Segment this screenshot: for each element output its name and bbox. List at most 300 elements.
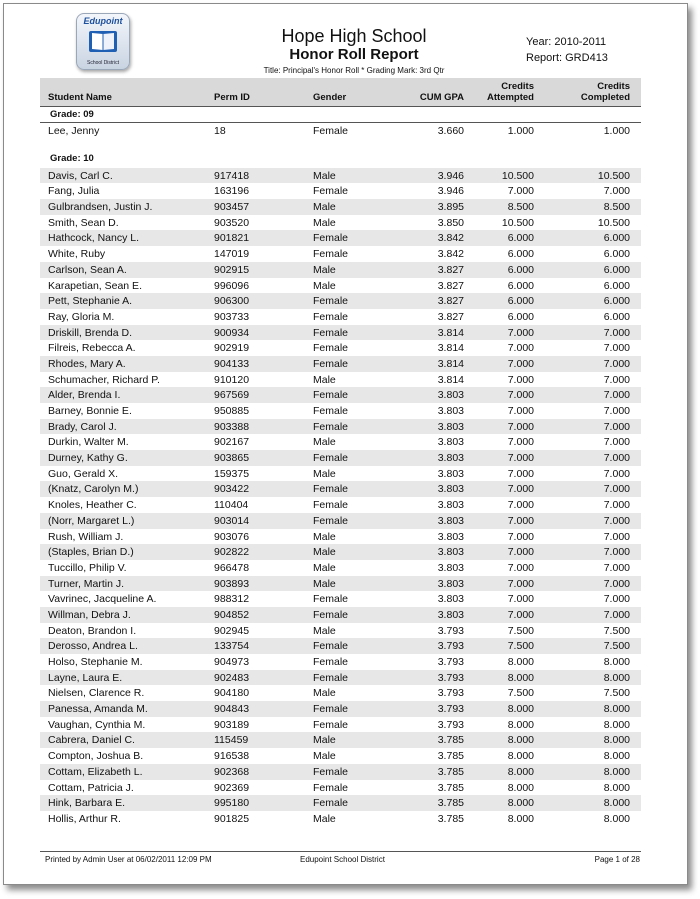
table-row — [40, 215, 641, 231]
perm-id: 110404 — [214, 499, 249, 512]
school-year: Year: 2010-2011 — [526, 36, 607, 48]
table-row — [40, 607, 641, 623]
student-name: Derosso, Andrea L. — [48, 640, 138, 653]
credits-attempted: 7.000 — [507, 373, 534, 386]
credits-completed: 7.000 — [603, 561, 630, 574]
perm-id: 159375 — [214, 467, 250, 480]
report-title: Honor Roll Report — [289, 46, 419, 63]
credits-attempted: 8.000 — [507, 765, 534, 778]
table-row — [40, 717, 641, 733]
credits-attempted: 7.000 — [507, 546, 534, 559]
credits-completed: 7.000 — [603, 405, 630, 417]
col-credits-attempted-line1: Credits — [501, 81, 534, 92]
student-name: Cabrera, Daniel C. — [48, 734, 135, 747]
perm-id: 903388 — [214, 420, 250, 433]
table-row — [40, 419, 641, 435]
gender: Male — [313, 201, 336, 214]
cum-gpa: 3.946 — [437, 169, 464, 182]
credits-attempted: 7.000 — [507, 420, 534, 433]
cum-gpa: 3.946 — [437, 185, 464, 198]
gender: Male — [313, 546, 336, 559]
gender: Female — [313, 593, 349, 606]
perm-id: 916538 — [214, 750, 250, 763]
cum-gpa: 3.814 — [437, 342, 464, 355]
gender: Male — [313, 216, 336, 229]
credits-completed: 7.000 — [603, 577, 630, 590]
credits-attempted: 7.000 — [507, 483, 534, 496]
table-row — [40, 356, 641, 372]
credits-completed: 7.000 — [603, 373, 630, 386]
credits-attempted: 1.000 — [507, 125, 534, 137]
table-row — [40, 529, 641, 545]
cum-gpa: 3.827 — [437, 279, 464, 292]
cum-gpa: 3.803 — [437, 389, 464, 402]
credits-attempted: 6.000 — [507, 295, 534, 308]
student-name: Driskill, Brenda D. — [48, 326, 133, 339]
cum-gpa: 3.803 — [437, 420, 464, 433]
credits-completed: 7.000 — [603, 389, 630, 402]
cum-gpa: 3.842 — [437, 232, 464, 245]
credits-completed: 8.000 — [603, 750, 630, 763]
credits-attempted: 8.000 — [507, 750, 534, 763]
report-code: Report: GRD413 — [526, 52, 608, 64]
credits-attempted: 7.000 — [507, 326, 534, 339]
col-credits-completed — [581, 81, 630, 103]
cum-gpa: 3.785 — [437, 781, 464, 794]
table-row — [40, 123, 641, 139]
credits-attempted: 7.000 — [507, 436, 534, 449]
cum-gpa: 3.803 — [437, 467, 464, 480]
col-credits-completed-line2: Completed — [580, 92, 630, 103]
table-row — [40, 387, 641, 403]
logo-subtitle: School District — [87, 60, 119, 66]
gender: Male — [313, 750, 336, 763]
credits-attempted: 6.000 — [507, 232, 534, 245]
cum-gpa: 3.793 — [437, 687, 464, 700]
cum-gpa: 3.803 — [437, 577, 464, 590]
gender: Female — [313, 781, 349, 794]
credits-completed: 8.000 — [603, 765, 630, 778]
cum-gpa: 3.803 — [437, 561, 464, 574]
credits-completed: 8.000 — [603, 781, 630, 794]
gender: Female — [313, 310, 349, 323]
perm-id: 903520 — [214, 216, 250, 229]
cum-gpa: 3.785 — [437, 765, 464, 778]
table-row — [40, 199, 641, 215]
cum-gpa: 3.827 — [437, 310, 464, 323]
cum-gpa: 3.793 — [437, 718, 464, 731]
perm-id: 147019 — [214, 248, 250, 261]
credits-completed: 7.500 — [603, 640, 630, 653]
gender: Female — [313, 357, 349, 370]
table-row — [40, 183, 641, 199]
gender: Male — [313, 279, 336, 292]
table-row — [40, 481, 641, 497]
cum-gpa: 3.842 — [437, 248, 464, 261]
perm-id: 904973 — [214, 656, 250, 668]
col-gender: Gender — [313, 92, 347, 103]
gender: Female — [313, 671, 349, 684]
gender: Male — [313, 687, 336, 700]
credits-completed: 6.000 — [603, 310, 630, 323]
table-row — [40, 230, 641, 246]
student-name: Brady, Carol J. — [48, 420, 117, 433]
cum-gpa: 3.814 — [437, 357, 464, 370]
table-row — [40, 278, 641, 294]
gender: Female — [313, 295, 349, 308]
cum-gpa: 3.895 — [437, 201, 464, 214]
perm-id: 906300 — [214, 295, 250, 308]
credits-completed: 7.000 — [603, 436, 630, 449]
credits-completed: 7.000 — [603, 499, 630, 512]
gender: Male — [313, 467, 336, 480]
col-perm-id: Perm ID — [214, 92, 250, 103]
table-row — [40, 340, 641, 356]
perm-id: 904180 — [214, 687, 250, 700]
gender: Female — [313, 342, 349, 355]
perm-id: 904852 — [214, 608, 250, 621]
student-name: Cottam, Elizabeth L. — [48, 765, 143, 778]
perm-id: 966478 — [214, 561, 250, 574]
perm-id: 902483 — [214, 671, 250, 684]
credits-completed: 7.000 — [603, 546, 630, 559]
gender: Female — [313, 765, 349, 778]
credits-completed: 7.000 — [603, 467, 630, 480]
perm-id: 903014 — [214, 514, 250, 527]
table-row — [40, 466, 641, 482]
table-row — [40, 732, 641, 748]
cum-gpa: 3.827 — [437, 263, 464, 276]
credits-attempted: 10.500 — [501, 216, 534, 229]
table-row — [40, 576, 641, 592]
student-name: Deaton, Brandon I. — [48, 624, 137, 637]
credits-completed: 6.000 — [603, 248, 630, 261]
student-name: Layne, Laura E. — [48, 671, 123, 684]
grade-header — [40, 151, 641, 168]
student-name: Karapetian, Sean E. — [48, 279, 142, 292]
perm-id: 988312 — [214, 593, 250, 606]
table-row — [40, 513, 641, 529]
cum-gpa: 3.827 — [437, 295, 464, 308]
student-name: Turner, Martin J. — [48, 577, 125, 590]
gender: Female — [313, 797, 349, 810]
district-name: Edupoint School District — [300, 855, 385, 864]
credits-completed: 6.000 — [603, 295, 630, 308]
credits-completed: 7.000 — [603, 593, 630, 606]
edupoint-logo — [76, 13, 130, 70]
cum-gpa: 3.814 — [437, 326, 464, 339]
credits-attempted: 7.000 — [507, 452, 534, 465]
perm-id: 903422 — [214, 483, 250, 496]
table-row — [40, 168, 641, 184]
gender: Male — [313, 530, 336, 543]
cum-gpa: 3.785 — [437, 812, 464, 825]
col-cum-gpa: CUM GPA — [419, 92, 464, 103]
credits-attempted: 7.000 — [507, 499, 534, 512]
perm-id: 903893 — [214, 577, 250, 590]
credits-attempted: 6.000 — [507, 263, 534, 276]
student-name: Schumacher, Richard P. — [48, 373, 160, 386]
perm-id: 967569 — [214, 389, 250, 402]
cum-gpa: 3.803 — [437, 483, 464, 496]
cum-gpa: 3.803 — [437, 436, 464, 449]
credits-completed: 7.500 — [603, 624, 630, 637]
table-row — [40, 309, 641, 325]
cum-gpa: 3.793 — [437, 656, 464, 668]
perm-id: 902368 — [214, 765, 250, 778]
col-credits-attempted-line2: Attempted — [487, 92, 534, 103]
student-name: Ray, Gloria M. — [48, 310, 115, 323]
table-row — [40, 372, 641, 388]
student-name: Filreis, Rebecca A. — [48, 342, 136, 355]
student-name: Carlson, Sean A. — [48, 263, 127, 276]
gender: Male — [313, 561, 336, 574]
student-name: Rush, William J. — [48, 530, 124, 543]
logo-brand: Edupoint — [83, 16, 123, 26]
table-row — [40, 654, 641, 670]
cum-gpa: 3.785 — [437, 734, 464, 747]
cum-gpa: 3.803 — [437, 530, 464, 543]
credits-attempted: 7.000 — [507, 357, 534, 370]
grade-label: Grade: 09 — [50, 109, 94, 120]
credits-attempted: 7.000 — [507, 577, 534, 590]
credits-completed: 7.000 — [603, 514, 630, 527]
credits-attempted: 8.000 — [507, 781, 534, 794]
credits-attempted: 7.000 — [507, 530, 534, 543]
cum-gpa: 3.803 — [437, 452, 464, 465]
credits-attempted: 7.500 — [507, 624, 534, 637]
perm-id: 917418 — [214, 169, 250, 182]
table-row — [40, 638, 641, 654]
gender: Male — [313, 436, 336, 449]
credits-completed: 8.000 — [603, 671, 630, 684]
student-name: Nielsen, Clarence R. — [48, 687, 145, 700]
perm-id: 902919 — [214, 342, 250, 355]
gender: Female — [313, 452, 349, 465]
cum-gpa: 3.785 — [437, 750, 464, 763]
credits-attempted: 8.000 — [507, 656, 534, 668]
gender: Female — [313, 718, 349, 731]
perm-id: 163196 — [214, 185, 250, 198]
gender: Female — [313, 608, 349, 621]
student-name: Durkin, Walter M. — [48, 436, 129, 449]
student-name: (Staples, Brian D.) — [48, 546, 134, 559]
footer-divider — [40, 851, 641, 852]
cum-gpa: 3.793 — [437, 671, 464, 684]
gender: Female — [313, 514, 349, 527]
cum-gpa: 3.660 — [437, 125, 464, 137]
perm-id: 133754 — [214, 640, 250, 653]
credits-attempted: 8.500 — [507, 201, 534, 214]
credits-attempted: 8.000 — [507, 718, 534, 731]
gender: Female — [313, 420, 349, 433]
col-student-name: Student Name — [48, 92, 112, 103]
table-row — [40, 403, 641, 419]
student-name: Compton, Joshua B. — [48, 750, 144, 763]
col-credits-completed-line1: Credits — [597, 81, 630, 92]
page-number: Page 1 of 28 — [594, 855, 640, 864]
credits-attempted: 7.500 — [507, 687, 534, 700]
credits-attempted: 8.000 — [507, 703, 534, 716]
student-name: Hathcock, Nancy L. — [48, 232, 140, 245]
table-row — [40, 497, 641, 513]
credits-completed: 7.000 — [603, 420, 630, 433]
table-row — [40, 701, 641, 717]
perm-id: 902822 — [214, 546, 250, 559]
gender: Male — [313, 624, 336, 637]
printed-by: Printed by Admin User at 06/02/2011 12:09 PM — [45, 855, 212, 864]
section-spacer — [40, 139, 641, 151]
credits-completed: 6.000 — [603, 232, 630, 245]
credits-attempted: 8.000 — [507, 734, 534, 747]
perm-id: 903865 — [214, 452, 250, 465]
credits-completed: 7.000 — [603, 452, 630, 465]
perm-id: 900934 — [214, 326, 250, 339]
table-row — [40, 450, 641, 466]
credits-attempted: 7.000 — [507, 561, 534, 574]
gender: Female — [313, 656, 349, 668]
perm-id: 902369 — [214, 781, 250, 794]
perm-id: 18 — [214, 125, 226, 137]
credits-attempted: 7.000 — [507, 514, 534, 527]
credits-attempted: 7.000 — [507, 342, 534, 355]
credits-completed: 7.000 — [603, 608, 630, 621]
student-name: Tuccillo, Philip V. — [48, 561, 127, 574]
student-name: Willman, Debra J. — [48, 608, 131, 621]
student-name: Barney, Bonnie E. — [48, 405, 132, 417]
perm-id: 903076 — [214, 530, 250, 543]
credits-completed: 7.000 — [603, 326, 630, 339]
credits-completed: 7.000 — [603, 483, 630, 496]
student-name: Gulbrandsen, Justin J. — [48, 201, 153, 214]
gender: Female — [313, 248, 349, 261]
student-name: Hollis, Arthur R. — [48, 812, 121, 825]
table-row — [40, 591, 641, 607]
table-row — [40, 811, 641, 827]
cum-gpa: 3.803 — [437, 546, 464, 559]
credits-attempted: 7.000 — [507, 467, 534, 480]
table-row — [40, 325, 641, 341]
school-name: Hope High School — [281, 26, 427, 46]
gender: Female — [313, 185, 349, 198]
credits-completed: 7.000 — [603, 342, 630, 355]
perm-id: 902945 — [214, 624, 250, 637]
credits-attempted: 7.000 — [507, 185, 534, 198]
table-row — [40, 795, 641, 811]
credits-attempted: 7.000 — [507, 593, 534, 606]
credits-attempted: 8.000 — [507, 797, 534, 810]
student-name: Rhodes, Mary A. — [48, 357, 126, 370]
cum-gpa: 3.803 — [437, 514, 464, 527]
credits-completed: 10.500 — [597, 169, 630, 182]
credits-completed: 1.000 — [603, 125, 630, 137]
gender: Female — [313, 483, 349, 496]
table-row — [40, 434, 641, 450]
perm-id: 901825 — [214, 812, 250, 825]
table-row — [40, 623, 641, 639]
credits-attempted: 8.000 — [507, 812, 534, 825]
credits-attempted: 7.000 — [507, 389, 534, 402]
table-row — [40, 560, 641, 576]
gender: Female — [313, 125, 349, 137]
table-row — [40, 685, 641, 701]
credits-completed: 8.000 — [603, 734, 630, 747]
gender: Male — [313, 734, 336, 747]
student-name: Fang, Julia — [48, 185, 100, 198]
credits-completed: 7.000 — [603, 185, 630, 198]
student-name: Cottam, Patricia J. — [48, 781, 134, 794]
credits-completed: 10.500 — [597, 216, 630, 229]
credits-completed: 8.500 — [603, 201, 630, 214]
gender: Female — [313, 232, 349, 245]
book-icon — [88, 28, 118, 54]
perm-id: 901821 — [214, 232, 250, 245]
student-name: Pett, Stephanie A. — [48, 295, 133, 308]
cum-gpa: 3.803 — [437, 499, 464, 512]
credits-completed: 7.000 — [603, 530, 630, 543]
credits-completed: 8.000 — [603, 703, 630, 716]
table-row — [40, 544, 641, 560]
table-row — [40, 670, 641, 686]
grade-label: Grade: 10 — [50, 152, 94, 164]
perm-id: 995180 — [214, 797, 250, 810]
table-row — [40, 262, 641, 278]
gender: Male — [313, 812, 336, 825]
student-name: Durney, Kathy G. — [48, 452, 128, 465]
credits-attempted: 6.000 — [507, 310, 534, 323]
credits-completed: 6.000 — [603, 263, 630, 276]
table-row — [40, 764, 641, 780]
gender: Female — [313, 640, 349, 653]
student-name: Knoles, Heather C. — [48, 499, 137, 512]
student-name: Vavrinec, Jacqueline A. — [48, 593, 157, 606]
gender: Female — [313, 405, 349, 417]
student-name: White, Ruby — [48, 248, 106, 261]
cum-gpa: 3.793 — [437, 640, 464, 653]
cum-gpa: 3.793 — [437, 703, 464, 716]
student-name: Holso, Stephanie M. — [48, 656, 143, 668]
student-name: Guo, Gerald X. — [48, 467, 119, 480]
cum-gpa: 3.814 — [437, 373, 464, 386]
credits-completed: 7.000 — [603, 357, 630, 370]
credits-completed: 8.000 — [603, 718, 630, 731]
perm-id: 902915 — [214, 263, 250, 276]
student-name: Panessa, Amanda M. — [48, 703, 148, 716]
credits-attempted: 6.000 — [507, 279, 534, 292]
credits-completed: 8.000 — [603, 797, 630, 810]
credits-attempted: 10.500 — [501, 169, 534, 182]
student-name: Hink, Barbara E. — [48, 797, 126, 810]
perm-id: 903189 — [214, 718, 250, 731]
cum-gpa: 3.793 — [437, 624, 464, 637]
student-name: Smith, Sean D. — [48, 216, 119, 229]
credits-attempted: 7.000 — [507, 405, 534, 417]
perm-id: 115459 — [214, 734, 249, 747]
perm-id: 903733 — [214, 310, 250, 323]
table-row — [40, 246, 641, 262]
table-row — [40, 748, 641, 764]
grade-header — [40, 106, 641, 123]
credits-completed: 8.000 — [603, 812, 630, 825]
credits-completed: 6.000 — [603, 279, 630, 292]
table-body — [40, 106, 641, 827]
perm-id: 910120 — [214, 373, 250, 386]
gender: Male — [313, 373, 336, 386]
perm-id: 903457 — [214, 201, 250, 214]
perm-id: 996096 — [214, 279, 250, 292]
gender: Female — [313, 326, 349, 339]
perm-id: 904133 — [214, 357, 250, 370]
